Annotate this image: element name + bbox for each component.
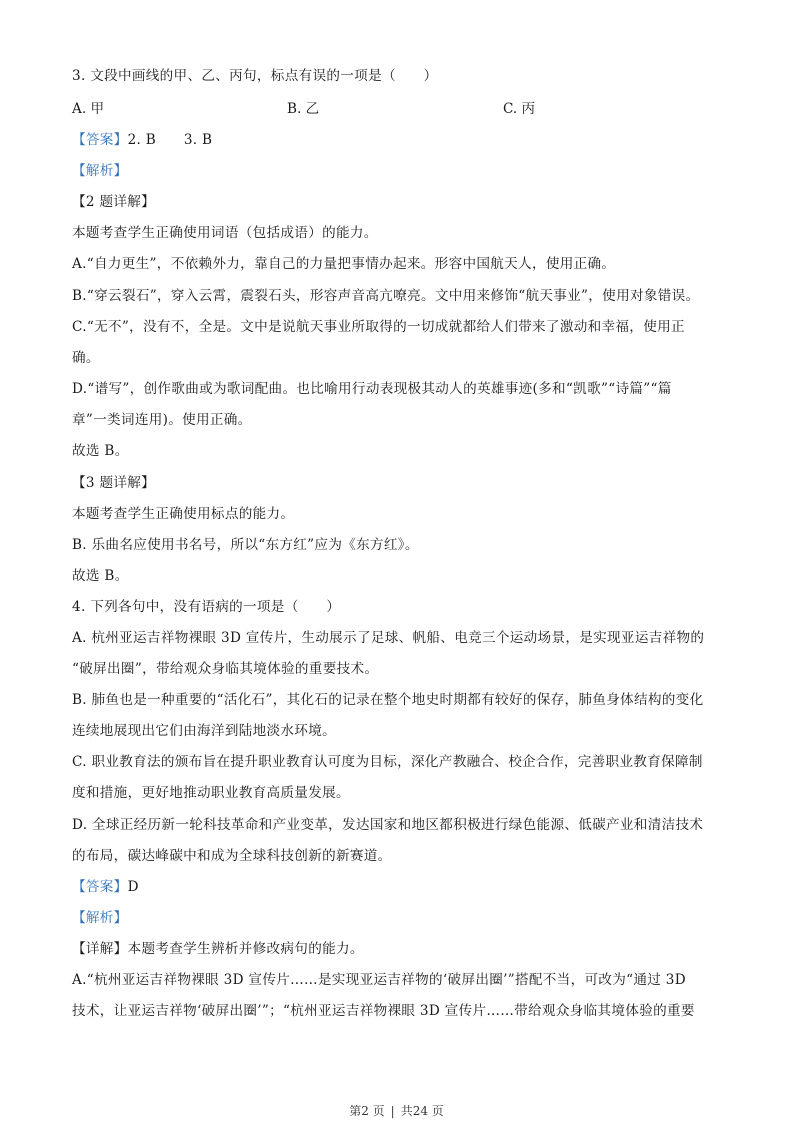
- question-4-stem: 4. 下列各句中，没有语病的一项是（ ）: [72, 599, 341, 615]
- detail-2-line: 确。: [72, 350, 100, 366]
- answer-text: D: [127, 879, 139, 895]
- analysis-tag-2: 【解析】: [72, 910, 128, 926]
- detail-4-heading: 【详解】: [72, 941, 128, 957]
- question-4-line: D. 全球正经历新一轮科技革命和产业变革，发达国家和地区都积极进行绿色能源、低碳产业和清洁技术: [72, 817, 704, 833]
- option-a: A. 甲: [72, 101, 105, 117]
- detail-4-line: A.“杭州亚运吉祥物裸眼 3D 宣传片……是实现亚运吉祥物的‘破屏出圈’”搭配不当，可改为“通过 3D: [72, 972, 686, 988]
- page-footer: [0, 1102, 793, 1119]
- question-4-line: 连续地展现出它们由海洋到陆地淡水环境。: [72, 723, 336, 739]
- answer-text: 2. B 3. B: [127, 132, 213, 148]
- analysis-tag-1: 【解析】: [72, 163, 128, 179]
- page-total: 共24 页: [400, 1104, 444, 1118]
- detail-4-line: 技术，让亚运吉祥物‘破屏出圈’”；“杭州亚运吉祥物裸眼 3D 宣传片……带给观众身临其境体验的重要: [72, 1003, 695, 1019]
- question-4-line: B. 肺鱼也是一种重要的“活化石”，其化石的记录在整个地史时期都有较好的保存，肺鱼身体结构的变化: [72, 692, 704, 708]
- question-4-line: A. 杭州亚运吉祥物裸眼 3D 宣传片，生动展示了足球、帆船、电竞三个运动场景，是实现亚运吉祥物的: [72, 630, 705, 646]
- question-4-line: 的布局，碳达峰碳中和成为全球科技创新的新赛道。: [72, 848, 392, 864]
- question-4-line: 度和措施，更好地推动职业教育高质量发展。: [72, 785, 350, 801]
- answer-line-2: [72, 877, 722, 897]
- detail-2-line: 章”一类词连用)。使用正确。: [72, 412, 252, 428]
- detail-2-line: B.“穿云裂石”，穿入云霄，震裂石头，形容声音高亢嘹亮。文中用来修饰“航天事业”，使用对象错误。: [72, 288, 700, 304]
- detail-3-line: 故选 B。: [72, 568, 129, 584]
- detail-4-heading-line: [72, 939, 722, 959]
- detail-3-line: 本题考查学生正确使用标点的能力。: [72, 506, 295, 522]
- detail-2-line: 故选 B。: [72, 443, 129, 459]
- option-b: B. 乙: [287, 101, 320, 117]
- option-c: C. 丙: [503, 101, 536, 117]
- answer-line-1: [72, 130, 722, 150]
- question-4-line: C. 职业教育法的颁布旨在提升职业教育认可度为目标，深化产教融合、校企合作，完善职业教育保障制: [72, 754, 703, 770]
- detail-2-heading: 【2 题详解】: [72, 194, 156, 210]
- answer-tag: 【答案】: [72, 132, 128, 148]
- detail-2-line: C.“无不”，没有不，全是。文中是说航天事业所取得的一切成就都给人们带来了激动和幸福，使用正: [72, 319, 685, 335]
- detail-3-line: B. 乐曲名应使用书名号，所以“东方红”应为《东方红》。: [72, 537, 419, 553]
- detail-4-heading-text: 本题考查学生辨析并修改病句的能力。: [127, 941, 364, 957]
- detail-2-line: A.“自力更生”，不依赖外力，靠自己的力量把事情办起来。形容中国航天人，使用正确。: [72, 256, 616, 272]
- question-3-stem: 3. 文段中画线的甲、乙、丙句，标点有误的一项是（ ）: [72, 68, 438, 84]
- detail-3-heading: 【3 题详解】: [72, 475, 156, 491]
- answer-tag: 【答案】: [72, 879, 128, 895]
- detail-2-line: D.“谱写”，创作歌曲或为歌词配曲。也比喻用行动表现极其动人的英雄事迹(多和“凯歌”“诗篇”“篇: [72, 381, 672, 397]
- page-number: 第2 页: [349, 1104, 385, 1118]
- footer-separator: |: [390, 1104, 395, 1118]
- question-4-line: “破屏出圈”，带给观众身临其境体验的重要技术。: [72, 661, 379, 677]
- detail-2-line: 本题考查学生正确使用词语（包括成语）的能力。: [72, 225, 378, 241]
